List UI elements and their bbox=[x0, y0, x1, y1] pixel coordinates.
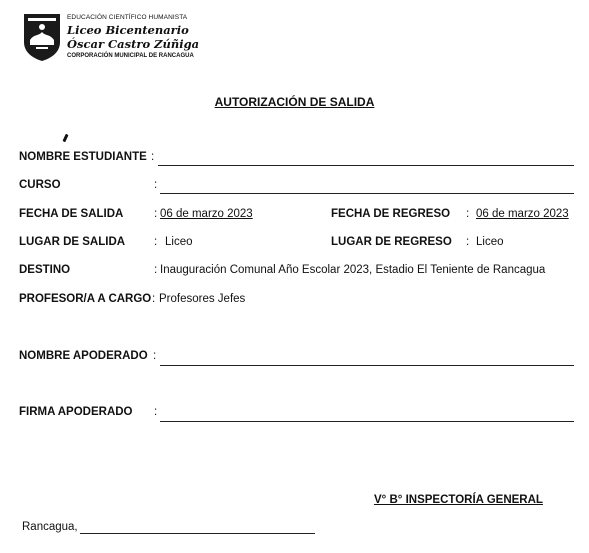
inspectoria-signoff: V° B° INSPECTORÍA GENERAL bbox=[374, 494, 543, 506]
city-label: Rancagua, bbox=[22, 521, 78, 533]
fecha-regreso-value: 06 de marzo 2023 bbox=[476, 208, 569, 220]
profesor-value: Profesores Jefes bbox=[159, 293, 246, 305]
institution-name-line2: Óscar Castro Zúñiga bbox=[67, 37, 200, 51]
lugar-regreso-colon: : bbox=[466, 236, 470, 248]
profesor-colon: : bbox=[152, 293, 156, 305]
fecha-salida-label: FECHA DE SALIDA bbox=[19, 208, 124, 220]
nombre-estudiante-field[interactable] bbox=[158, 165, 574, 166]
fecha-regreso-colon: : bbox=[466, 208, 470, 220]
lugar-salida-label: LUGAR DE SALIDA bbox=[19, 236, 126, 248]
pen-mark bbox=[62, 134, 68, 143]
fecha-salida-value: 06 de marzo 2023 bbox=[160, 208, 253, 220]
school-shield-icon bbox=[22, 12, 62, 62]
lugar-regreso-label: LUGAR DE REGRESO bbox=[331, 236, 452, 248]
nombre-estudiante-label: NOMBRE ESTUDIANTE bbox=[19, 151, 147, 163]
curso-colon: : bbox=[154, 179, 158, 191]
lugar-regreso-value: Liceo bbox=[476, 236, 504, 248]
destino-colon: : bbox=[154, 264, 158, 276]
fecha-regreso-label: FECHA DE REGRESO bbox=[331, 208, 451, 220]
institution-name-line1: Liceo Bicentenario bbox=[67, 23, 189, 37]
nombre-estudiante-colon: : bbox=[151, 151, 155, 163]
profesor-label: PROFESOR/A A CARGO bbox=[19, 293, 152, 305]
destino-value: Inauguración Comunal Año Escolar 2023, Estadio El Teniente de Rancagua bbox=[160, 264, 546, 276]
institution-corporation: CORPORACIÓN MUNICIPAL DE RANCAGUA bbox=[67, 53, 194, 59]
firma-apoderado-colon: : bbox=[154, 406, 158, 418]
lugar-salida-value: Liceo bbox=[165, 236, 193, 248]
destino-label: DESTINO bbox=[19, 264, 71, 276]
curso-field[interactable] bbox=[160, 193, 574, 194]
lugar-salida-colon: : bbox=[154, 236, 158, 248]
firma-apoderado-label: FIRMA APODERADO bbox=[19, 406, 133, 418]
institution-subtitle: EDUCACIÓN CIENTÍFICO HUMANISTA bbox=[67, 14, 188, 21]
nombre-apoderado-colon: : bbox=[153, 350, 157, 362]
date-field[interactable] bbox=[80, 533, 315, 534]
firma-apoderado-field[interactable] bbox=[160, 421, 574, 422]
nombre-apoderado-label: NOMBRE APODERADO bbox=[19, 350, 148, 362]
nombre-apoderado-field[interactable] bbox=[160, 365, 574, 366]
fecha-salida-colon: : bbox=[154, 208, 158, 220]
document-title: AUTORIZACIÓN DE SALIDA bbox=[214, 95, 375, 109]
curso-label: CURSO bbox=[19, 179, 61, 191]
